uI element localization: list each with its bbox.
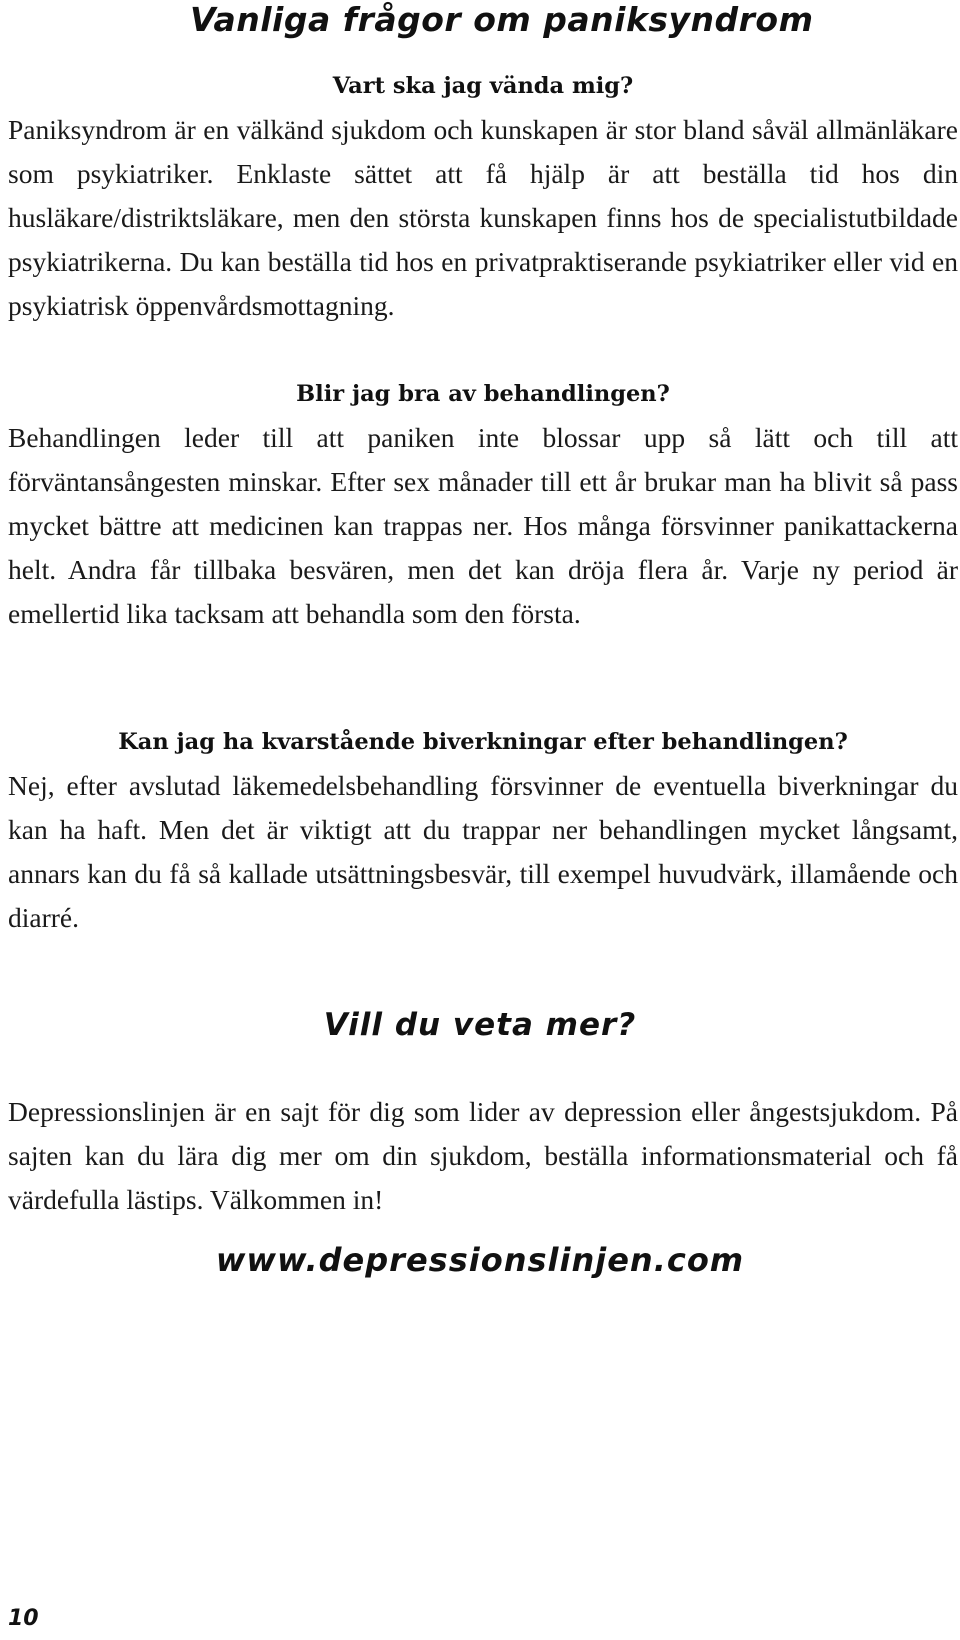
faq-question: Vart ska jag vända mig? <box>332 73 634 99</box>
more-info-section <box>8 1090 958 1222</box>
faq-section-3 <box>8 720 958 940</box>
faq-section-2 <box>8 372 958 636</box>
faq-section-1 <box>8 64 958 328</box>
faq-answer: Nej, efter avslutad läkemedelsbehandling försvinner de eventuella biverkningar du kan ha haft. Men det är viktigt att du trappar ner behandlingen mycket långsamt, annars kan du få så kallade utsättningsbesvär, till exempel huvudvärk, illamående och diarré. <box>8 770 958 933</box>
page-number: 10 <box>8 1606 39 1631</box>
faq-question: Kan jag ha kvarstående biverkningar efter behandlingen? <box>118 729 848 755</box>
more-info-text: Depressionslinjen är en sajt för dig som lider av depression eller ångestsjukdom. På sajten kan du lära dig mer om din sjukdom, beställa informationsmaterial och få värdefulla lästips. Välkommen in! <box>8 1096 958 1215</box>
faq-answer: Behandlingen leder till att paniken inte blossar upp så lätt och till att förväntansångesten minskar. Efter sex månader till ett år brukar man ha blivit så pass mycket bättre att medicinen kan trappas ner. Hos många försvinner panikattackerna helt. Andra får tillbaka besvären, men det kan dröja flera år. Varje ny period är emellertid lika tacksam att behandla som den första. <box>8 422 958 629</box>
more-info-title: Vill du veta mer? <box>323 1007 637 1043</box>
faq-question: Blir jag bra av behandlingen? <box>296 381 670 407</box>
website-link[interactable]: www.depressionslinjen.com <box>215 1241 745 1279</box>
faq-answer: Paniksyndrom är en välkänd sjukdom och kunskapen är stor bland såväl allmänläkare som psykiatriker. Enklaste sättet att få hjälp är att beställa tid hos din husläkare/distriktsläkare, men den största kunskapen finns hos de specialistutbildade psykiatrikerna. Du kan beställa tid hos en privatpraktiserande psykiatriker eller vid en psykiatrisk öppenvårdsmottagning. <box>8 114 958 321</box>
page-title: Vanliga frågor om paniksyndrom <box>190 0 814 39</box>
